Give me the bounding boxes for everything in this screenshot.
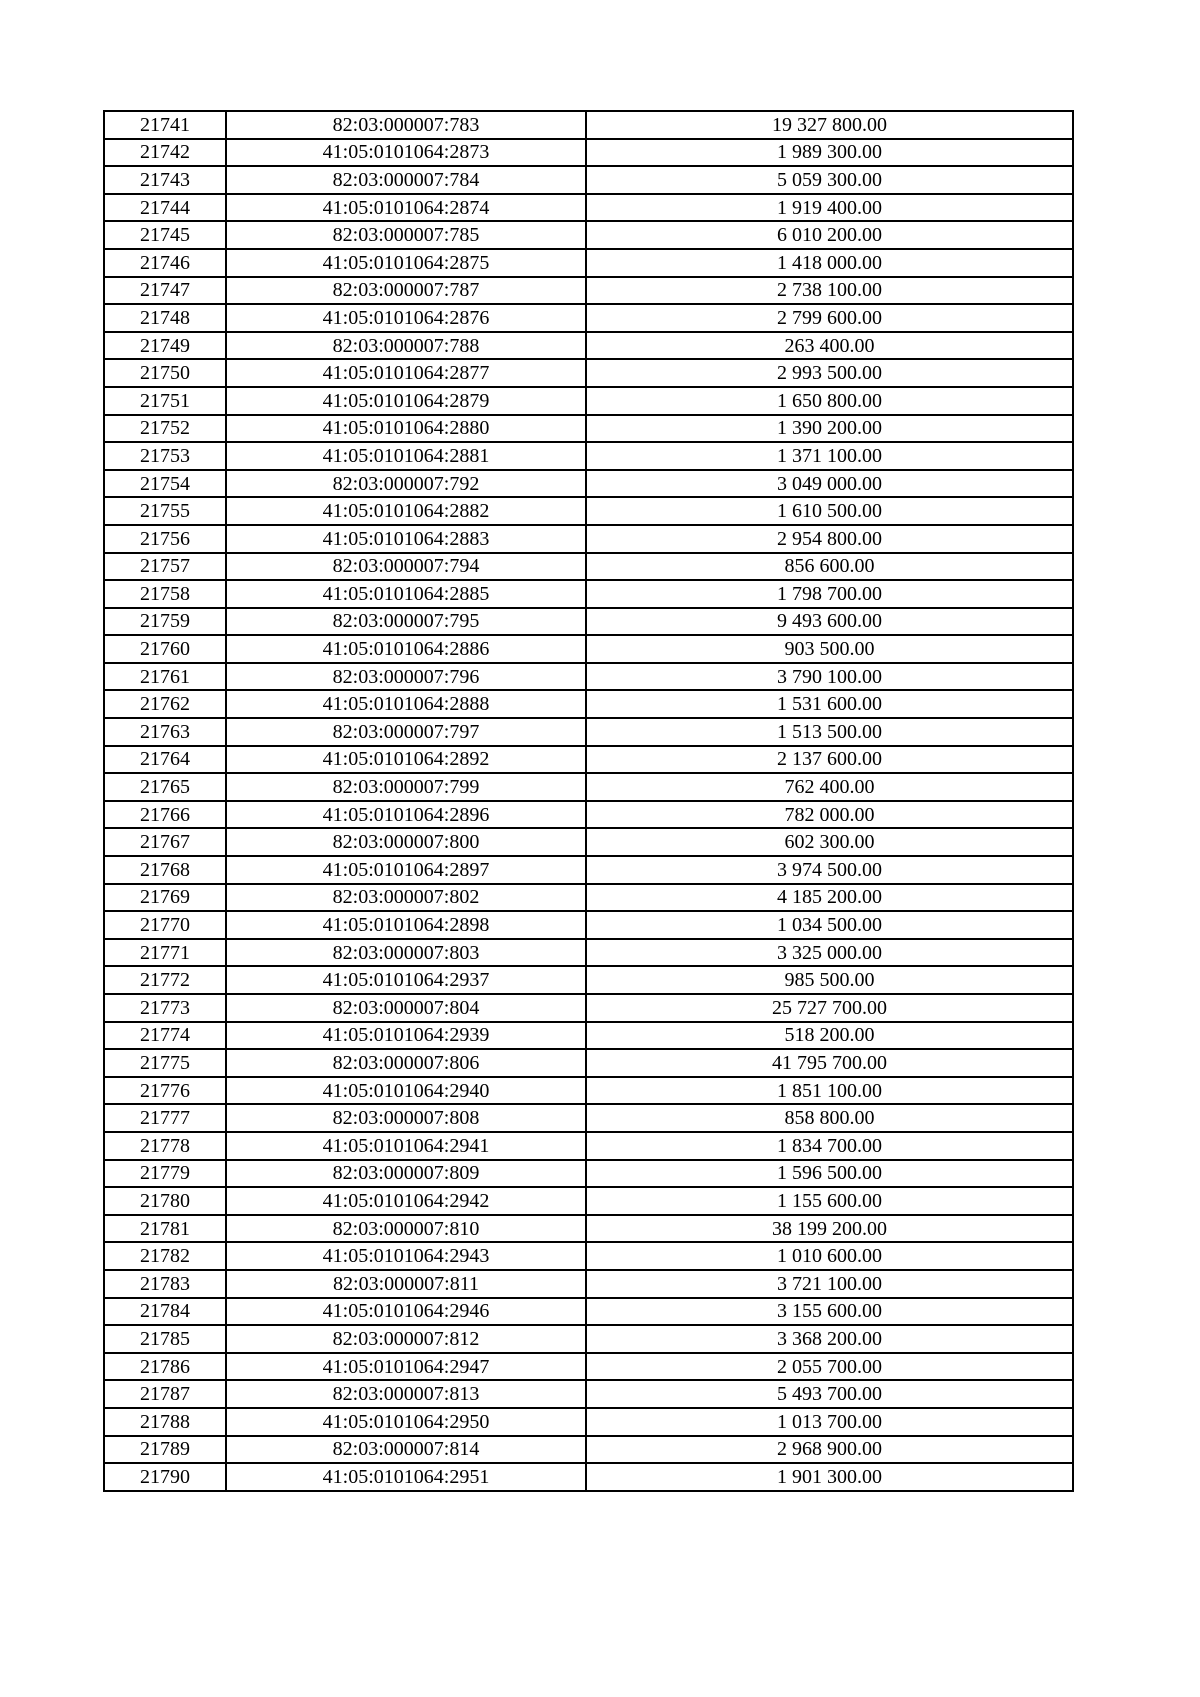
table-row — [104, 1132, 1073, 1160]
row-number-cell: 21742 — [104, 139, 226, 167]
table-row — [104, 1380, 1073, 1408]
cadastral-number-cell: 82:03:000007:802 — [226, 884, 586, 912]
cadastral-number-cell: 41:05:0101064:2937 — [226, 966, 586, 994]
cadastral-value-cell: 2 738 100.00 — [586, 277, 1073, 305]
row-number-cell: 21770 — [104, 911, 226, 939]
cadastral-value-cell: 985 500.00 — [586, 966, 1073, 994]
cadastral-value-cell: 602 300.00 — [586, 828, 1073, 856]
cadastral-number-cell: 41:05:0101064:2888 — [226, 690, 586, 718]
cadastral-number-cell: 41:05:0101064:2885 — [226, 580, 586, 608]
cadastral-number-cell: 41:05:0101064:2873 — [226, 139, 586, 167]
cadastral-value-cell: 3 721 100.00 — [586, 1270, 1073, 1298]
cadastral-value-cell: 4 185 200.00 — [586, 884, 1073, 912]
row-number-cell: 21778 — [104, 1132, 226, 1160]
cadastral-number-cell: 41:05:0101064:2886 — [226, 635, 586, 663]
table-row — [104, 1160, 1073, 1188]
row-number-cell: 21758 — [104, 580, 226, 608]
cadastral-number-cell: 41:05:0101064:2941 — [226, 1132, 586, 1160]
row-number-cell: 21750 — [104, 359, 226, 387]
cadastral-number-cell: 82:03:000007:783 — [226, 111, 586, 139]
table-row — [104, 525, 1073, 553]
cadastral-number-cell: 41:05:0101064:2892 — [226, 746, 586, 774]
cadastral-value-cell: 1 596 500.00 — [586, 1160, 1073, 1188]
table-row — [104, 1408, 1073, 1436]
cadastral-number-cell: 82:03:000007:788 — [226, 332, 586, 360]
cadastral-number-cell: 41:05:0101064:2876 — [226, 304, 586, 332]
cadastral-number-cell: 82:03:000007:795 — [226, 608, 586, 636]
row-number-cell: 21784 — [104, 1298, 226, 1326]
row-number-cell: 21761 — [104, 663, 226, 691]
cadastral-value-cell: 263 400.00 — [586, 332, 1073, 360]
cadastral-number-cell: 82:03:000007:812 — [226, 1325, 586, 1353]
cadastral-number-cell: 82:03:000007:794 — [226, 553, 586, 581]
row-number-cell: 21783 — [104, 1270, 226, 1298]
table-row — [104, 1270, 1073, 1298]
table-row — [104, 663, 1073, 691]
cadastral-value-cell: 518 200.00 — [586, 1022, 1073, 1050]
table-row — [104, 608, 1073, 636]
row-number-cell: 21781 — [104, 1215, 226, 1243]
cadastral-value-cell: 5 493 700.00 — [586, 1380, 1073, 1408]
cadastral-value-cell: 1 798 700.00 — [586, 580, 1073, 608]
cadastral-number-cell: 82:03:000007:785 — [226, 221, 586, 249]
row-number-cell: 21747 — [104, 277, 226, 305]
cadastral-number-cell: 82:03:000007:804 — [226, 994, 586, 1022]
cadastral-value-cell: 2 137 600.00 — [586, 746, 1073, 774]
cadastral-value-cell: 1 851 100.00 — [586, 1077, 1073, 1105]
cadastral-number-cell: 41:05:0101064:2880 — [226, 415, 586, 443]
cadastral-value-cell: 856 600.00 — [586, 553, 1073, 581]
table-row — [104, 1298, 1073, 1326]
table-row — [104, 635, 1073, 663]
cadastral-value-cell: 5 059 300.00 — [586, 166, 1073, 194]
cadastral-value-cell: 1 901 300.00 — [586, 1463, 1073, 1491]
cadastral-value-cell: 3 368 200.00 — [586, 1325, 1073, 1353]
row-number-cell: 21754 — [104, 470, 226, 498]
row-number-cell: 21744 — [104, 194, 226, 222]
row-number-cell: 21779 — [104, 1160, 226, 1188]
row-number-cell: 21775 — [104, 1049, 226, 1077]
table-row — [104, 1353, 1073, 1381]
cadastral-number-cell: 41:05:0101064:2946 — [226, 1298, 586, 1326]
cadastral-value-cell: 858 800.00 — [586, 1104, 1073, 1132]
row-number-cell: 21767 — [104, 828, 226, 856]
table-row — [104, 828, 1073, 856]
cadastral-number-cell: 41:05:0101064:2874 — [226, 194, 586, 222]
table-row — [104, 939, 1073, 967]
table-row — [104, 1049, 1073, 1077]
table-row — [104, 194, 1073, 222]
cadastral-number-cell: 82:03:000007:787 — [226, 277, 586, 305]
row-number-cell: 21772 — [104, 966, 226, 994]
cadastral-value-cell: 1 650 800.00 — [586, 387, 1073, 415]
cadastral-value-cell: 903 500.00 — [586, 635, 1073, 663]
table-row — [104, 1104, 1073, 1132]
row-number-cell: 21765 — [104, 773, 226, 801]
table-row — [104, 1325, 1073, 1353]
table-row — [104, 332, 1073, 360]
cadastral-value-cell: 19 327 800.00 — [586, 111, 1073, 139]
row-number-cell: 21756 — [104, 525, 226, 553]
table-row — [104, 966, 1073, 994]
cadastral-number-cell: 82:03:000007:797 — [226, 718, 586, 746]
table-row — [104, 1187, 1073, 1215]
cadastral-value-cell: 41 795 700.00 — [586, 1049, 1073, 1077]
cadastral-value-cell: 38 199 200.00 — [586, 1215, 1073, 1243]
cadastral-number-cell: 82:03:000007:814 — [226, 1436, 586, 1464]
table-row — [104, 166, 1073, 194]
row-number-cell: 21743 — [104, 166, 226, 194]
cadastral-value-cell: 2 968 900.00 — [586, 1436, 1073, 1464]
cadastral-value-cell: 6 010 200.00 — [586, 221, 1073, 249]
cadastral-value-cell: 1 418 000.00 — [586, 249, 1073, 277]
cadastral-number-cell: 41:05:0101064:2947 — [226, 1353, 586, 1381]
table-row — [104, 111, 1073, 139]
cadastral-value-cell: 3 049 000.00 — [586, 470, 1073, 498]
table-row — [104, 249, 1073, 277]
table-row — [104, 1022, 1073, 1050]
table-row — [104, 1436, 1073, 1464]
cadastral-number-cell: 82:03:000007:813 — [226, 1380, 586, 1408]
table-row — [104, 139, 1073, 167]
table-row — [104, 718, 1073, 746]
cadastral-number-cell: 82:03:000007:784 — [226, 166, 586, 194]
cadastral-number-cell: 41:05:0101064:2940 — [226, 1077, 586, 1105]
row-number-cell: 21785 — [104, 1325, 226, 1353]
row-number-cell: 21749 — [104, 332, 226, 360]
row-number-cell: 21764 — [104, 746, 226, 774]
row-number-cell: 21759 — [104, 608, 226, 636]
row-number-cell: 21741 — [104, 111, 226, 139]
cadastral-value-cell: 1 390 200.00 — [586, 415, 1073, 443]
row-number-cell: 21786 — [104, 1353, 226, 1381]
cadastral-number-cell: 41:05:0101064:2877 — [226, 359, 586, 387]
table-row — [104, 415, 1073, 443]
cadastral-value-table — [103, 110, 1074, 1492]
cadastral-value-cell: 1 989 300.00 — [586, 139, 1073, 167]
table-row — [104, 580, 1073, 608]
table-row — [104, 553, 1073, 581]
table-row — [104, 690, 1073, 718]
row-number-cell: 21788 — [104, 1408, 226, 1436]
cadastral-value-cell: 25 727 700.00 — [586, 994, 1073, 1022]
cadastral-number-cell: 41:05:0101064:2942 — [226, 1187, 586, 1215]
cadastral-value-cell: 3 155 600.00 — [586, 1298, 1073, 1326]
table-row — [104, 1242, 1073, 1270]
row-number-cell: 21763 — [104, 718, 226, 746]
row-number-cell: 21745 — [104, 221, 226, 249]
table-row — [104, 470, 1073, 498]
row-number-cell: 21787 — [104, 1380, 226, 1408]
cadastral-value-cell: 762 400.00 — [586, 773, 1073, 801]
row-number-cell: 21790 — [104, 1463, 226, 1491]
cadastral-number-cell: 41:05:0101064:2939 — [226, 1022, 586, 1050]
table-row — [104, 304, 1073, 332]
cadastral-value-cell: 1 513 500.00 — [586, 718, 1073, 746]
row-number-cell: 21753 — [104, 442, 226, 470]
cadastral-number-cell: 41:05:0101064:2881 — [226, 442, 586, 470]
cadastral-value-cell: 1 010 600.00 — [586, 1242, 1073, 1270]
table-row — [104, 884, 1073, 912]
table-row — [104, 801, 1073, 829]
cadastral-value-cell: 2 993 500.00 — [586, 359, 1073, 387]
cadastral-number-cell: 41:05:0101064:2896 — [226, 801, 586, 829]
row-number-cell: 21748 — [104, 304, 226, 332]
cadastral-number-cell: 82:03:000007:809 — [226, 1160, 586, 1188]
table-row — [104, 221, 1073, 249]
row-number-cell: 21777 — [104, 1104, 226, 1132]
row-number-cell: 21766 — [104, 801, 226, 829]
cadastral-value-cell: 1 531 600.00 — [586, 690, 1073, 718]
row-number-cell: 21757 — [104, 553, 226, 581]
row-number-cell: 21782 — [104, 1242, 226, 1270]
cadastral-value-cell: 3 325 000.00 — [586, 939, 1073, 967]
row-number-cell: 21774 — [104, 1022, 226, 1050]
cadastral-number-cell: 82:03:000007:811 — [226, 1270, 586, 1298]
table-row — [104, 773, 1073, 801]
cadastral-number-cell: 41:05:0101064:2879 — [226, 387, 586, 415]
cadastral-number-cell: 41:05:0101064:2883 — [226, 525, 586, 553]
table-row — [104, 1215, 1073, 1243]
row-number-cell: 21780 — [104, 1187, 226, 1215]
cadastral-number-cell: 82:03:000007:810 — [226, 1215, 586, 1243]
cadastral-number-cell: 82:03:000007:806 — [226, 1049, 586, 1077]
table-row — [104, 277, 1073, 305]
cadastral-number-cell: 82:03:000007:792 — [226, 470, 586, 498]
cadastral-value-cell: 1 155 600.00 — [586, 1187, 1073, 1215]
table-row — [104, 442, 1073, 470]
row-number-cell: 21769 — [104, 884, 226, 912]
cadastral-value-cell: 2 799 600.00 — [586, 304, 1073, 332]
row-number-cell: 21771 — [104, 939, 226, 967]
cadastral-value-cell: 3 974 500.00 — [586, 856, 1073, 884]
cadastral-number-cell: 41:05:0101064:2897 — [226, 856, 586, 884]
cadastral-value-cell: 3 790 100.00 — [586, 663, 1073, 691]
table-row — [104, 994, 1073, 1022]
cadastral-number-cell: 82:03:000007:808 — [226, 1104, 586, 1132]
table-row — [104, 497, 1073, 525]
cadastral-value-cell: 1 834 700.00 — [586, 1132, 1073, 1160]
cadastral-number-cell: 82:03:000007:800 — [226, 828, 586, 856]
table-row — [104, 387, 1073, 415]
row-number-cell: 21751 — [104, 387, 226, 415]
cadastral-value-cell: 2 954 800.00 — [586, 525, 1073, 553]
table-row — [104, 359, 1073, 387]
cadastral-value-cell: 1 919 400.00 — [586, 194, 1073, 222]
cadastral-number-cell: 41:05:0101064:2951 — [226, 1463, 586, 1491]
row-number-cell: 21752 — [104, 415, 226, 443]
cadastral-number-cell: 41:05:0101064:2943 — [226, 1242, 586, 1270]
row-number-cell: 21773 — [104, 994, 226, 1022]
cadastral-value-cell: 1 013 700.00 — [586, 1408, 1073, 1436]
cadastral-value-cell: 782 000.00 — [586, 801, 1073, 829]
cadastral-number-cell: 41:05:0101064:2882 — [226, 497, 586, 525]
cadastral-number-cell: 41:05:0101064:2875 — [226, 249, 586, 277]
cadastral-number-cell: 82:03:000007:799 — [226, 773, 586, 801]
cadastral-number-cell: 41:05:0101064:2898 — [226, 911, 586, 939]
cadastral-value-cell: 2 055 700.00 — [586, 1353, 1073, 1381]
row-number-cell: 21768 — [104, 856, 226, 884]
table-row — [104, 856, 1073, 884]
table-row — [104, 1463, 1073, 1491]
table-row — [104, 1077, 1073, 1105]
row-number-cell: 21760 — [104, 635, 226, 663]
row-number-cell: 21755 — [104, 497, 226, 525]
cadastral-number-cell: 82:03:000007:796 — [226, 663, 586, 691]
table-row — [104, 911, 1073, 939]
cadastral-number-cell: 82:03:000007:803 — [226, 939, 586, 967]
cadastral-value-cell: 9 493 600.00 — [586, 608, 1073, 636]
row-number-cell: 21789 — [104, 1436, 226, 1464]
cadastral-value-cell: 1 610 500.00 — [586, 497, 1073, 525]
row-number-cell: 21762 — [104, 690, 226, 718]
cadastral-value-cell: 1 034 500.00 — [586, 911, 1073, 939]
row-number-cell: 21746 — [104, 249, 226, 277]
cadastral-value-cell: 1 371 100.00 — [586, 442, 1073, 470]
table-body — [104, 111, 1073, 1491]
row-number-cell: 21776 — [104, 1077, 226, 1105]
cadastral-number-cell: 41:05:0101064:2950 — [226, 1408, 586, 1436]
table-row — [104, 746, 1073, 774]
